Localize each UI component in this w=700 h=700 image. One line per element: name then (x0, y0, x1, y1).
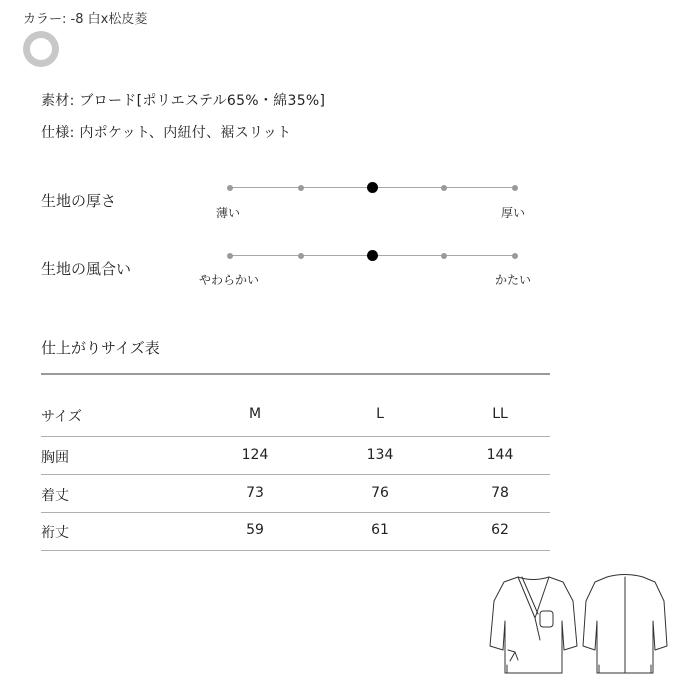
thickness-step-2 (298, 185, 304, 191)
texture-right-label: かたい (495, 273, 532, 287)
table-row-divider (41, 512, 550, 513)
color-swatch[interactable] (23, 31, 59, 67)
front-tie (508, 650, 518, 661)
garment-back-illustration (583, 575, 667, 674)
texture-step-3 (367, 250, 378, 261)
texture-left-label: やわらかい (199, 273, 260, 287)
texture-step-4 (441, 253, 447, 259)
texture-step-5 (512, 253, 518, 259)
table-cell: 124 (241, 447, 269, 463)
table-cell: 144 (486, 447, 514, 463)
texture-step-2 (298, 253, 304, 259)
texture-step-1 (227, 253, 233, 259)
table-cell: 62 (491, 522, 509, 538)
table-cell: 59 (246, 522, 264, 538)
thickness-step-1 (227, 185, 233, 191)
table-cell: 73 (246, 485, 264, 501)
row-label-length: 着丈 (41, 488, 69, 504)
thickness-step-3 (367, 182, 378, 193)
material-spec: 素材: ブロード[ポリエステル65%・綿35%] (41, 93, 326, 109)
thickness-right-label: 厚い (501, 206, 526, 220)
table-bottom-rule (41, 550, 550, 551)
texture-scale-label: 生地の風合い (41, 260, 132, 278)
color-value: -8 白x松皮菱 (70, 12, 148, 27)
details-spec: 仕様: 内ポケット、内紐付、裾スリット (41, 125, 292, 141)
table-cell: 134 (366, 447, 394, 463)
thickness-left-label: 薄い (216, 206, 241, 220)
color-label: カラー: (23, 12, 67, 27)
color-swatch-inner (30, 38, 52, 60)
table-row-divider (41, 474, 550, 475)
thickness-scale-label: 生地の厚さ (41, 192, 117, 210)
front-lapel-left (518, 577, 540, 640)
size-header-ll: LL (492, 406, 508, 422)
thickness-step-5 (512, 185, 518, 191)
size-header-l: L (376, 406, 384, 422)
front-collar-band (522, 577, 538, 614)
table-cell: 61 (371, 522, 389, 538)
size-header-label: サイズ (41, 409, 82, 425)
garment-front-illustration (490, 577, 577, 673)
front-pocket (540, 611, 553, 627)
row-label-chest: 胸囲 (41, 450, 69, 466)
color-line (23, 8, 147, 27)
front-outline (490, 577, 577, 673)
table-cell: 78 (491, 485, 509, 501)
garment-illustration (488, 568, 668, 684)
table-top-rule (41, 373, 550, 375)
thickness-step-4 (441, 185, 447, 191)
row-label-sleeve: 裄丈 (41, 525, 69, 541)
table-cell: 76 (371, 485, 389, 501)
size-table-title: 仕上がりサイズ表 (41, 339, 160, 357)
table-row-divider (41, 436, 550, 437)
size-header-m: M (248, 406, 262, 422)
